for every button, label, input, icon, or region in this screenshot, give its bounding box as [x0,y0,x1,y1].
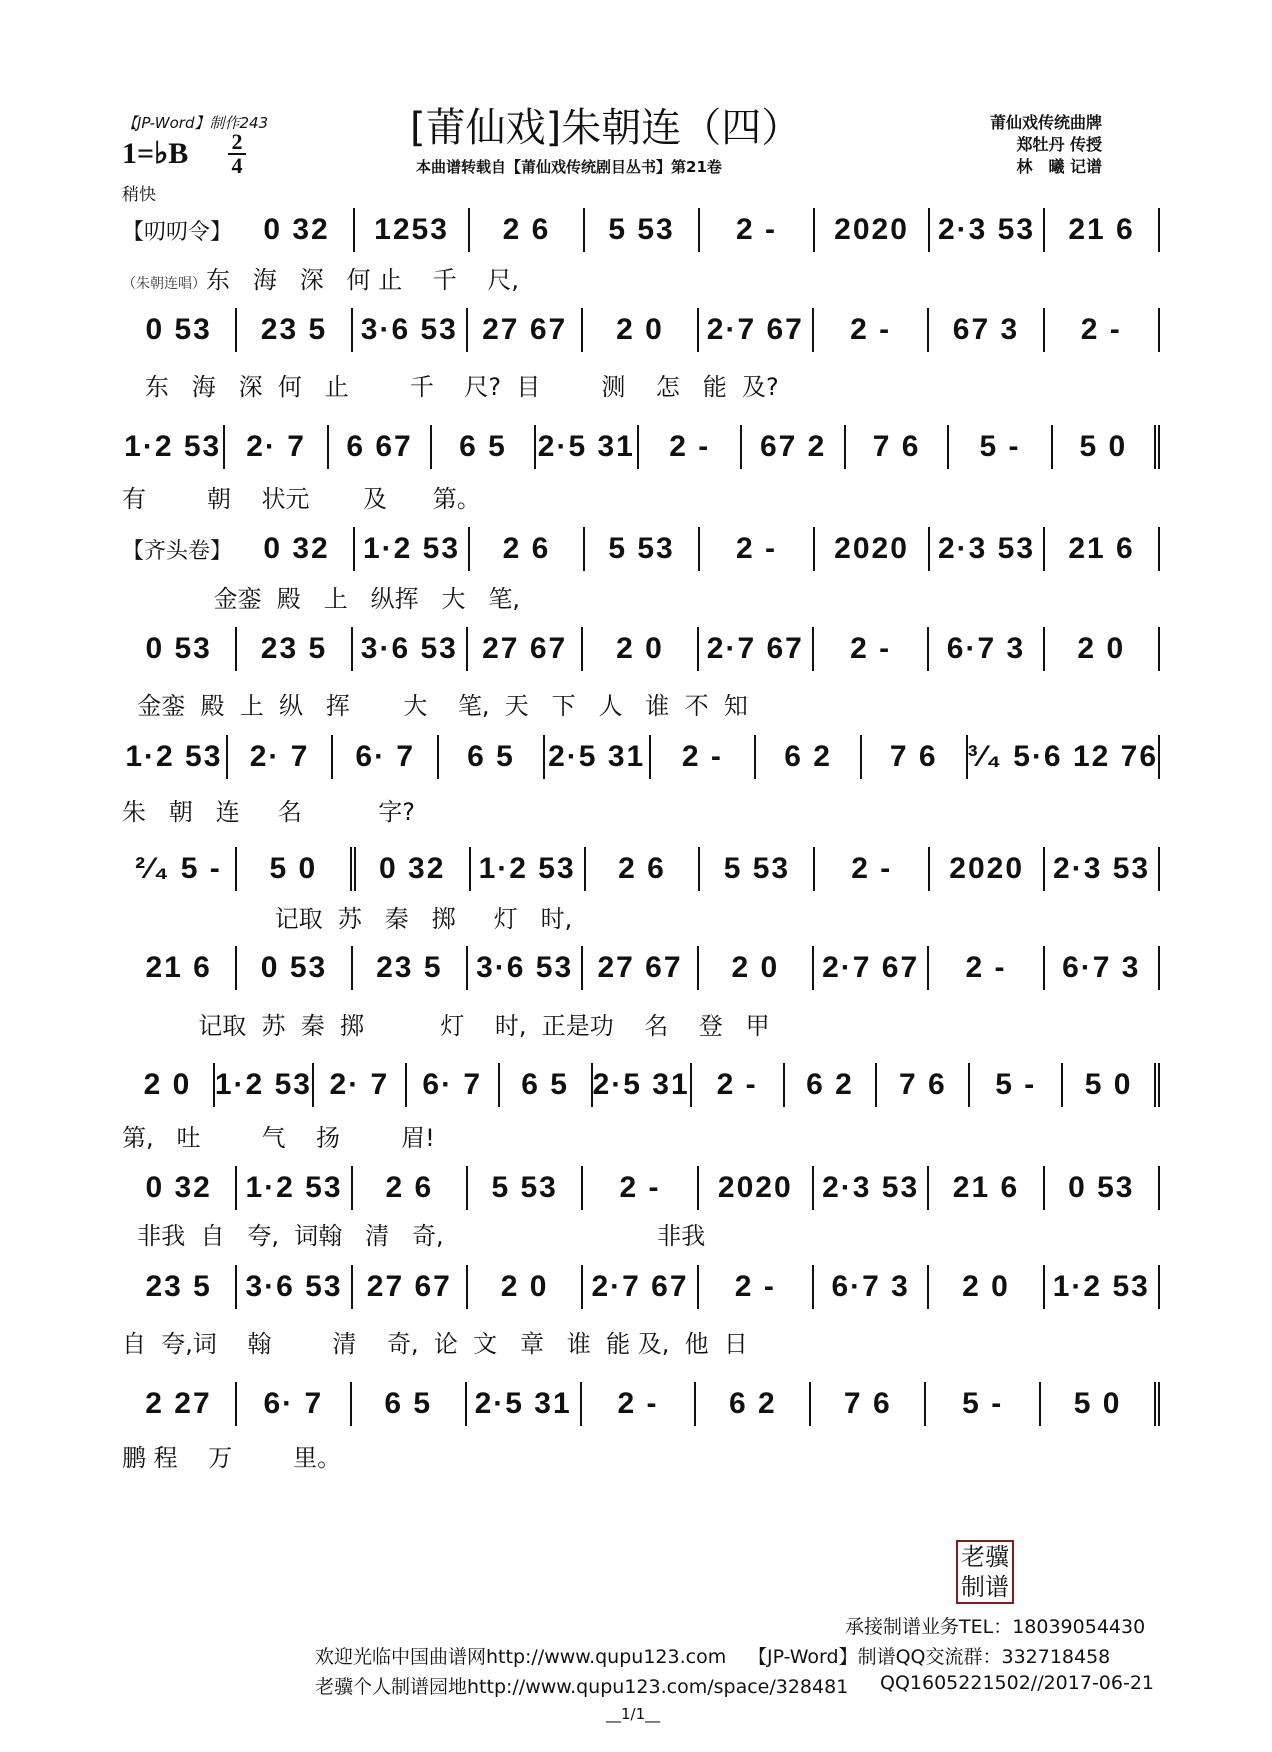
measure: 2 - [929,946,1044,990]
measure: 7 6 [846,425,949,469]
measure: 5 - [949,425,1052,469]
measure: 7 6 [862,735,968,779]
measure: 5 53 [585,208,700,252]
measure: 5 53 [468,1166,583,1210]
measure: 2 0 [1045,627,1160,671]
lyrics-line [122,479,1162,514]
measure: 6 2 [696,1382,811,1426]
measure: ³⁄₄ 5·6 12 76 [968,735,1160,779]
maker-stamp: 老骥制谱 [956,1540,1014,1604]
measure: 0 53 [122,627,237,671]
notation-line [122,627,1160,671]
lyrics-line [122,579,1162,614]
lyrics-text: 东 海 深 何 止 千 尺? 目 测 怎 能 及? [122,373,779,401]
measure: 0 32 [240,527,355,571]
measure: 2 6 [353,1166,468,1210]
measure: 67 3 [929,308,1044,352]
measure: 2 - [700,208,815,252]
lyrics-text: 有 朝 状元 及 第。 [122,485,481,513]
notation-line [122,847,1160,891]
measure: 21 6 [1045,527,1160,571]
measure: 2 0 [583,308,698,352]
measure: 6 5 [432,425,535,469]
measure: 7 6 [811,1382,926,1426]
tempo-marking: 稍快 [122,185,156,205]
measure: 6·7 3 [814,1265,929,1309]
measure: 6·7 3 [929,627,1044,671]
measure: 2·7 67 [699,627,814,671]
measure: 7 6 [877,1063,970,1107]
measure: 0 53 [122,308,237,352]
measure: 2020 [815,208,930,252]
measure: 6 5 [439,735,545,779]
measure: 2·3 53 [930,527,1045,571]
measure: 6 2 [756,735,862,779]
measure: 0 53 [1045,1166,1160,1210]
notation-line [122,946,1160,990]
footer-space-link[interactable]: 老骥个人制谱园地http://www.qupu123.com/space/328481 [315,1676,849,1698]
measure: 21 6 [1045,208,1160,252]
lyrics-text: 金銮 殿 上 纵挥 大 笔, [122,585,520,613]
measure: 2·5 31 [536,425,639,469]
measure: 2 - [699,1265,814,1309]
measure: 2·3 53 [930,208,1045,252]
measure: 23 5 [237,627,352,671]
measure: 1·2 53 [122,735,228,779]
notation-line [122,1382,1160,1426]
measure: 2 0 [929,1265,1044,1309]
measure: 2020 [699,1166,814,1210]
measure: 5 0 [237,847,356,891]
notation-line [122,425,1160,469]
measure: 6 5 [500,1063,593,1107]
lyrics-text: 第, 吐 气 扬 眉! [122,1124,435,1152]
measure: 2 - [814,308,929,352]
measure: 5 - [926,1382,1041,1426]
software-credit: 【JP-Word】制作243 [122,114,269,132]
lyrics-text: 记取 苏 秦 掷 灯 时, [122,905,573,933]
time-top: 2 [231,129,243,154]
page-title: [莆仙戏]朱朝连（四） [410,105,802,151]
measure: 2· 7 [225,425,328,469]
measure: 2 6 [470,208,585,252]
measure: 1·2 53 [1045,1265,1160,1309]
lyrics-line [122,1324,1162,1359]
measure: 21 6 [122,946,237,990]
measure: 23 5 [353,946,468,990]
tune-label: 【叨叨令】 [122,218,233,244]
credits [990,112,1102,178]
measure: 6· 7 [333,735,439,779]
measure: 2 - [815,847,930,891]
lyrics-line [122,1006,1162,1041]
measure: 2·5 31 [467,1382,582,1426]
lyrics-line [122,367,1162,402]
measure: 0 32 [240,208,355,252]
lyrics-line [122,899,1162,934]
measure: 0 32 [356,847,471,891]
measure: 5 - [970,1063,1063,1107]
lyrics-line [122,686,1162,721]
measure: 5 0 [1053,425,1160,469]
measure: 2· 7 [228,735,334,779]
measure: 23 5 [122,1265,237,1309]
notation-line [122,735,1160,779]
measure: 2 - [582,1382,697,1426]
measure: 2 - [583,1166,698,1210]
credit-line: 莆仙戏传统曲牌 [990,113,1103,132]
credit-line: 郑牡丹 传授 [1016,135,1103,154]
measure: 23 5 [237,308,352,352]
measure: 6·7 3 [1045,946,1160,990]
measure: 2·3 53 [814,1166,929,1210]
measure: 2 - [814,627,929,671]
lyrics-text: 记取 苏 秦 掷 灯 时, 正是功 名 登 甲 [122,1012,770,1040]
measure: 1·2 53 [237,1166,352,1210]
measure: 27 67 [583,946,698,990]
measure: 21 6 [929,1166,1044,1210]
measure: 2 - [639,425,742,469]
notation-line [122,208,1160,252]
measure: 2 - [700,527,815,571]
measure: 1·2 53 [471,847,586,891]
lyrics-text: 自 夸,词 翰 清 奇, 论 文 章 谁 能 及, 他 日 [122,1330,748,1358]
lyrics-text: 朱 朝 连 名 字? [122,798,415,826]
footer-site-link[interactable]: 欢迎光临中国曲谱网http://www.qupu123.com [315,1646,727,1668]
credit-line: 林 曦 记谱 [1016,157,1103,176]
measure: 2020 [815,527,930,571]
measure: 2 0 [122,1063,215,1107]
measure: 2·5 31 [545,735,651,779]
measure: ²⁄₄ 5 - [122,847,237,891]
measure: 3·6 53 [468,946,583,990]
notation-line [122,1265,1160,1309]
measure: 6· 7 [237,1382,352,1426]
measure: 2· 7 [314,1063,407,1107]
notation-line [122,527,1160,571]
tune-label: 【齐头卷】 [122,537,233,563]
measure: 67 2 [742,425,845,469]
measure: 2020 [930,847,1045,891]
measure: 2 0 [583,627,698,671]
measure: 6 2 [785,1063,878,1107]
measure: 27 67 [468,308,583,352]
footer-qq-date: QQ1605221502//2017-06-21 [880,1672,1155,1694]
measure: 2 27 [122,1382,237,1426]
footer-tel: 承接制谱业务TEL：18039054430 [845,1616,1146,1638]
measure: 2 0 [468,1265,583,1309]
measure: 2 - [651,735,757,779]
measure: 27 67 [353,1265,468,1309]
measure: 0 53 [237,946,352,990]
measure: 5 0 [1063,1063,1160,1107]
measure: 0 32 [122,1166,237,1210]
lyrics-text: 鹏 程 万 里。 [122,1444,342,1472]
lyrics-text: 东 海 深 何 止 千 尺, [206,266,519,294]
measure: 2·7 67 [699,308,814,352]
measure: 2·3 53 [1045,847,1160,891]
measure: 2 6 [470,527,585,571]
measure: 2 0 [699,946,814,990]
measure: 2·7 67 [583,1265,698,1309]
measure: 6 5 [352,1382,467,1426]
measure: 1253 [355,208,470,252]
lyrics-line [122,260,1162,295]
measure: 1·2 53 [355,527,470,571]
key-signature: 1=♭B [122,137,189,170]
lyrics-line [122,792,1162,827]
measure: 5 53 [700,847,815,891]
measure: 6· 7 [407,1063,500,1107]
measure: 3·6 53 [353,627,468,671]
measure: 2 - [1045,308,1160,352]
notation-line [122,1063,1160,1107]
measure: 2 - [692,1063,785,1107]
time-signature [228,129,246,178]
measure: 2·5 31 [593,1063,692,1107]
time-bottom: 4 [231,153,243,178]
footer-qq-group: 【JP-Word】制谱QQ交流群：332718458 [748,1646,1111,1668]
lyrics-line [122,1438,1162,1473]
measure: 1·2 53 [215,1063,314,1107]
measure: 27 67 [468,627,583,671]
measure: 3·6 53 [353,308,468,352]
lyrics-line [122,1216,1162,1251]
page-number: __1/1__ [606,1705,661,1723]
measure: 2 6 [586,847,701,891]
lyrics-text: 非我 自 夸, 词翰 清 奇, 非我 [122,1222,706,1250]
measure: 1·2 53 [122,425,225,469]
notation-line [122,1166,1160,1210]
subtitle: 本曲谱转载自【莆仙戏传统剧目丛书】第21卷 [416,158,722,176]
lyrics-text: 金銮 殿 上 纵 挥 大 笔, 天 下 人 谁 不 知 [122,692,748,720]
singer-note: （朱朝连唱） [122,276,206,292]
measure: 6 67 [329,425,432,469]
measure: 3·6 53 [237,1265,352,1309]
measure: 5 53 [585,527,700,571]
measure: 2·7 67 [814,946,929,990]
measure: 5 0 [1041,1382,1160,1426]
notation-line [122,308,1160,352]
lyrics-line [122,1118,1162,1153]
